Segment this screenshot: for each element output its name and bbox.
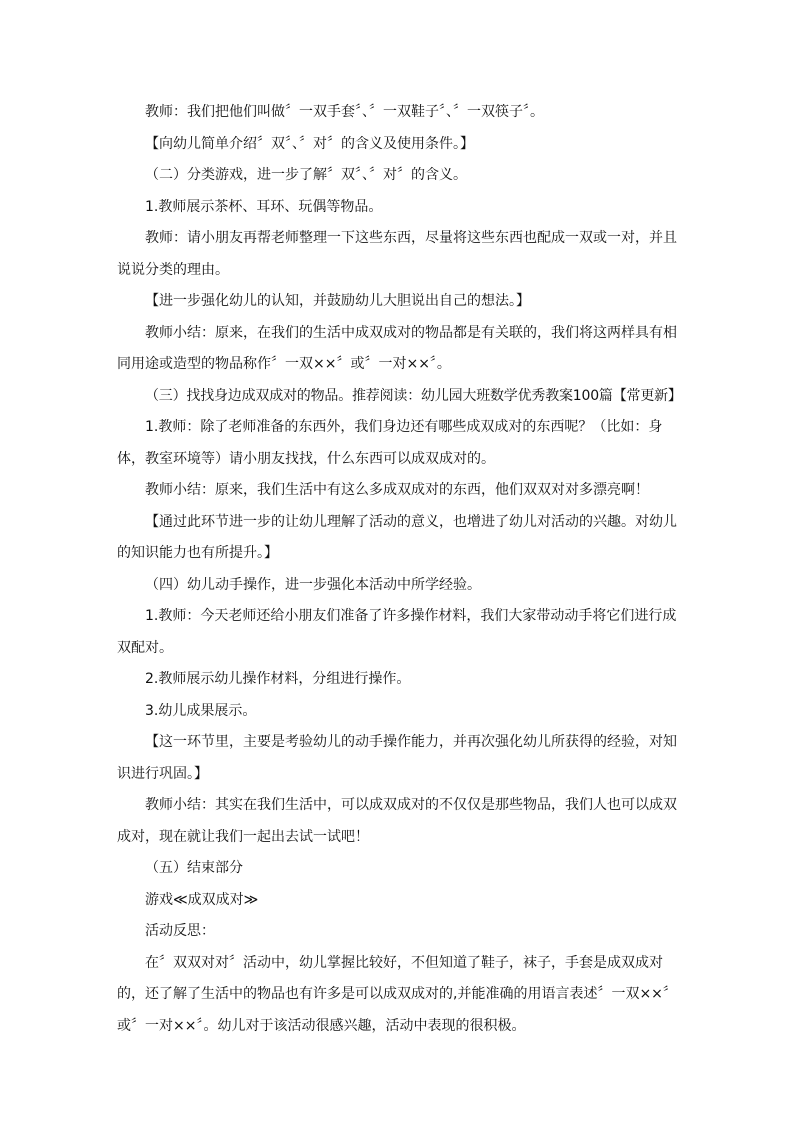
paragraph-teacher-summary-2: 教师小结：原来，我们生活中有这么多成双成对的东西，他们双双对对多漂亮啊！ <box>145 482 649 498</box>
paragraph-note-understand: 【通过此环节进一步的让幼儿理解了活动的意义，也增进了幼儿对活动的兴趣。对幼儿的知识能力也有所提升。】 <box>117 513 677 561</box>
paragraph-step-show-results: 3.幼儿成果展示。 <box>145 702 257 719</box>
paragraph-teacher-summary-3: 教师小结：其实在我们生活中，可以成双成对的不仅仅是那些物品，我们人也可以成双成对，现在就让我们一起出去试一试吧！ <box>117 797 677 845</box>
paragraph-reflection: 在〞双双对对〞活动中，幼儿掌握比较好，不但知道了鞋子，袜子，手套是成双成对的，还了解了生活中的物品也有许多是可以成双成对的,并能准确的用语言表述〞一双××〞或〞一对××〞。幼儿对于该活动很感兴趣，活动中表现的很积极。 <box>117 954 677 1034</box>
paragraph-step-group-operate: 2.教师展示幼儿操作材料，分组进行操作。 <box>145 671 411 687</box>
section-heading-5: （五）结束部分 <box>145 860 243 876</box>
paragraph-teacher-summary-1: 教师小结：原来，在我们的生活中成双成对的物品都是有关联的，我们将这两样具有相同用途或造型的物品称作〞一双××〞或〞一对××〞。 <box>117 324 677 372</box>
section-heading-3: （三）找找身边成双成对的物品。推荐阅读：幼儿园大班数学优秀教案100篇【常更新】 <box>145 387 682 404</box>
paragraph-game: 游戏≪成双成对≫ <box>145 891 259 908</box>
paragraph-teacher-pairs: 教师：我们把他们叫做〞一双手套〞、〞一双鞋子〞、〞一双筷子〞。 <box>145 104 544 120</box>
document-body <box>117 97 680 1042</box>
section-heading-2: （二）分类游戏，进一步了解〞双〞、〞对〞的含义。 <box>145 167 467 183</box>
paragraph-teacher-find: 1.教师：除了老师准备的东西外，我们身边还有哪些成双成对的东西呢？（比如：身体，教室环境等）请小朋友找找，什么东西可以成双成对的。 <box>117 419 663 467</box>
paragraph-reflection-heading: 活动反思： <box>145 923 215 939</box>
paragraph-note-strengthen: 【进一步强化幼儿的认知，并鼓励幼儿大胆说出自己的想法。】 <box>145 293 530 309</box>
paragraph-note-consolidate: 【这一环节里，主要是考验幼儿的动手操作能力，并再次强化幼儿所获得的经验，对知识进行巩固。】 <box>117 734 677 782</box>
paragraph-step-show-items: 1.教师展示茶杯、耳环、玩偶等物品。 <box>145 198 383 215</box>
paragraph-note-introduce: 【向幼儿简单介绍〞双〞、〞对〞的含义及使用条件。】 <box>145 135 474 152</box>
paragraph-teacher-sort: 教师：请小朋友再帮老师整理一下这些东西，尽量将这些东西也配成一双或一对，并且说说分类的理由。 <box>117 230 677 278</box>
paragraph-teacher-materials: 1.教师：今天老师还给小朋友们准备了许多操作材料，我们大家带动动手将它们进行成双配对。 <box>117 608 677 656</box>
section-heading-4: （四）幼儿动手操作，进一步强化本活动中所学经验。 <box>145 576 481 593</box>
